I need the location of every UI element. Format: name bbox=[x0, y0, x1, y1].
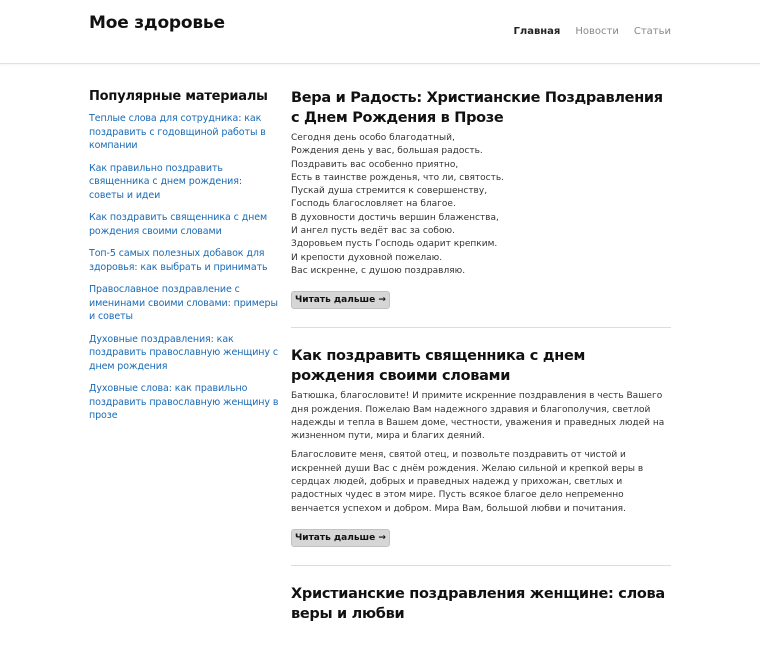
nav-item-news[interactable]: Новости bbox=[575, 26, 619, 37]
read-more-button[interactable]: Читать дальше → bbox=[291, 529, 390, 547]
post-excerpt bbox=[291, 390, 671, 516]
post-paragraph: Сегодня день особо благодатный, Рождения день у вас, большая радость. Поздравить вас особенно приятно, Есть в таинстве рожденья, что ли, святость. Пускай душа стремится к совершенству, Господь благословляет на благое. В духовности достичь вершин блаженства, И ангел пусть ведёт вас за собою. Здоровьем пусть Господь одарит крепким. И крепости духовной пожелаю. Вас искренне, с душою поздравляю. bbox=[291, 133, 505, 276]
main-nav bbox=[514, 26, 672, 37]
popular-link[interactable]: Духовные слова: как правильно поздравить православную женщину в прозе bbox=[89, 383, 279, 421]
post-title[interactable]: Христианские поздравления женщине: слова веры и любви bbox=[291, 585, 665, 622]
read-more-button[interactable]: Читать дальше → bbox=[291, 291, 390, 309]
post bbox=[291, 346, 671, 566]
popular-link[interactable]: Теплые слова для сотрудника: как поздравить с годовщиной работы в компании bbox=[89, 113, 266, 151]
popular-link[interactable]: Православное поздравление с именинами своими словами: примеры и советы bbox=[89, 284, 278, 322]
popular-link[interactable]: Духовные поздравления: как поздравить православную женщину с днем рождения bbox=[89, 333, 278, 372]
post bbox=[291, 88, 671, 328]
main-content bbox=[291, 88, 671, 664]
post-paragraph: Благословите меня, святой отец, и позвольте поздравить от чистой и искренней души Вас с днём рождения. Желаю сильной и крепкой веры в сердцах людей, добрых и праведных надежд у прихожан, светлых и радостных чудес в этом мире. Пусть всякое благое дело непременно венчается успехом и добром. Мира Вам, большой любви и почитания. bbox=[291, 450, 644, 514]
post-title[interactable]: Как поздравить священника с днем рождения своими словами bbox=[291, 348, 586, 385]
popular-link[interactable]: Как поздравить священника с днем рождения своими словами bbox=[89, 212, 268, 237]
post-excerpt bbox=[291, 132, 671, 278]
sidebar bbox=[89, 89, 279, 432]
nav-item-home[interactable]: Главная bbox=[513, 26, 561, 37]
nav-item-articles[interactable]: Статьи bbox=[633, 26, 671, 37]
site-header bbox=[0, 0, 760, 64]
post-title[interactable]: Вера и Радость: Христианские Поздравления с Днем Рождения в Прозе bbox=[291, 90, 663, 126]
popular-link[interactable]: Топ-5 самых полезных добавок для здоровья: как выбрать и принимать bbox=[89, 248, 268, 273]
site-title[interactable]: Мое здоровье bbox=[89, 13, 225, 33]
post-paragraph: Батюшка, благословите! И примите искренние поздравления в честь Вашего дня рождения. Пожелаю Вам надежного здравия и благополучия, светлой надежды и тепла в Вашем доме, честности, уважения и праведных людей на жизненном пути, мира и благих деяний. bbox=[291, 391, 665, 442]
sidebar-title: Популярные материалы bbox=[89, 89, 268, 104]
popular-list bbox=[89, 112, 279, 423]
post bbox=[291, 584, 671, 646]
popular-link[interactable]: Как правильно поздравить священника с днем рождения: советы и идеи bbox=[89, 162, 242, 201]
